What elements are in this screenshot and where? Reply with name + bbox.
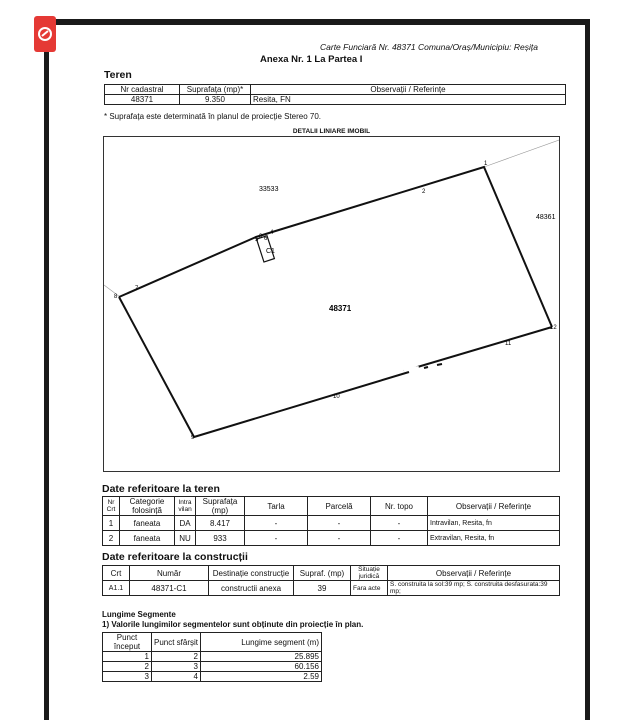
land-book-reference: Carte Funciară Nr. 48371 Comuna/Oraș/Municipiu: Reșița bbox=[320, 42, 538, 52]
col-suprafata: Suprafața (mp) bbox=[196, 497, 245, 516]
cell-suprafata: 9.350 bbox=[180, 95, 251, 105]
cell: NU bbox=[175, 531, 196, 546]
cell: - bbox=[245, 531, 308, 546]
col-suprafata: Suprafața (mp)* bbox=[180, 85, 251, 95]
table-row bbox=[103, 516, 560, 531]
plan-drawing bbox=[104, 137, 559, 471]
building-c1-label: C1 bbox=[266, 248, 275, 255]
cell: 1 bbox=[103, 516, 120, 531]
parcel-boundary-north-east bbox=[119, 167, 552, 327]
parcel-boundary-gap bbox=[404, 369, 419, 371]
col-suprafata: Supraf. (mp) bbox=[294, 566, 351, 581]
col-observatii: Observații / Referințe bbox=[388, 566, 560, 581]
cell: faneata bbox=[120, 531, 175, 546]
parcel-label: 48371 bbox=[329, 304, 352, 313]
cell: - bbox=[308, 531, 371, 546]
cell-nr-cadastral: 48371 bbox=[105, 95, 180, 105]
cell: constructii anexa bbox=[209, 581, 294, 596]
cell: 2 bbox=[103, 531, 120, 546]
cell: 25.895 bbox=[201, 652, 322, 662]
cell: - bbox=[245, 516, 308, 531]
point-label-6: 6 bbox=[264, 236, 268, 242]
parcel-boundary-south-west bbox=[119, 297, 409, 437]
table-row bbox=[103, 652, 322, 662]
neighbor-line-west bbox=[104, 285, 120, 297]
neighbor-east-label: 48361 bbox=[536, 214, 556, 221]
cell: 3 bbox=[152, 662, 201, 672]
section-segmente-title: Lungime Segmente bbox=[102, 610, 176, 619]
point-label-11: 11 bbox=[505, 341, 512, 347]
annex-title: Anexa Nr. 1 La Partea I bbox=[260, 54, 363, 65]
point-label-3: 3 bbox=[259, 234, 263, 240]
point-label-4: 4 bbox=[270, 230, 274, 236]
cell: 1 bbox=[103, 652, 152, 662]
neighbor-north-label: 33533 bbox=[259, 186, 279, 193]
col-intravilan: Intra vilan bbox=[175, 497, 196, 516]
cell: 2.59 bbox=[201, 672, 322, 682]
point-label-1: 1 bbox=[484, 161, 488, 167]
cell: 933 bbox=[196, 531, 245, 546]
pdf-app-icon[interactable] bbox=[34, 16, 56, 52]
surface-footnote: * Suprafața este determinată în planul de proiecție Stereo 70. bbox=[104, 112, 322, 121]
table-row bbox=[103, 672, 322, 682]
col-destinatie: Destinație construcție bbox=[209, 566, 294, 581]
cell: 39 bbox=[294, 581, 351, 596]
table-header-row bbox=[105, 85, 566, 95]
cell-observatii: Resita, FN bbox=[251, 95, 566, 105]
col-nr-crt: Nr Crt bbox=[103, 497, 120, 516]
segmente-table bbox=[102, 632, 322, 682]
table-header-row bbox=[103, 497, 560, 516]
cell: 8.417 bbox=[196, 516, 245, 531]
cell: - bbox=[371, 516, 428, 531]
segmente-subtitle: 1) Valorile lungimilor segmentelor sunt obținute din proiecție în plan. bbox=[102, 620, 364, 629]
col-situatie-juridica: Situație juridică bbox=[351, 566, 388, 581]
table-row bbox=[103, 531, 560, 546]
cell: - bbox=[371, 531, 428, 546]
point-label-5: 5 bbox=[255, 237, 259, 243]
cell: Intravilan, Resita, fn bbox=[428, 516, 560, 531]
page-frame-right bbox=[585, 19, 590, 720]
col-parcela: Parcelă bbox=[308, 497, 371, 516]
cell: Extravilan, Resita, fn bbox=[428, 531, 560, 546]
col-lungime: Lungime segment (m) bbox=[201, 633, 322, 652]
table-header-row bbox=[103, 566, 560, 581]
date-constructii-table bbox=[102, 565, 560, 596]
col-numar: Număr bbox=[130, 566, 209, 581]
cell: Fara acte bbox=[351, 581, 388, 596]
cadastral-plan bbox=[103, 128, 560, 472]
cell: 2 bbox=[103, 662, 152, 672]
teren-table bbox=[104, 84, 566, 105]
date-teren-table bbox=[102, 496, 560, 546]
col-categorie: Categorie folosință bbox=[120, 497, 175, 516]
section-date-constructii-title: Date referitoare la construcții bbox=[102, 551, 248, 563]
col-nr-cadastral: Nr cadastral bbox=[105, 85, 180, 95]
table-row bbox=[103, 581, 560, 596]
col-punct-sfarsit: Punct sfârșit bbox=[152, 633, 201, 652]
parcel-boundary-se-upper bbox=[404, 327, 552, 371]
page-frame-top bbox=[44, 19, 590, 25]
cell: - bbox=[308, 516, 371, 531]
point-label-10: 10 bbox=[333, 394, 340, 400]
col-observatii: Observații / Referințe bbox=[251, 85, 566, 95]
pdf-logo-icon bbox=[37, 26, 53, 42]
plan-title: DETALII LINIARE IMOBIL bbox=[292, 128, 371, 135]
cell: 3 bbox=[103, 672, 152, 682]
cell: S. construita la sol:39 mp; S. construita desfasurata:39 mp; bbox=[388, 581, 560, 596]
col-tarla: Tarla bbox=[245, 497, 308, 516]
section-date-teren-title: Date referitoare la teren bbox=[102, 483, 220, 495]
page-frame-left bbox=[44, 19, 49, 720]
cell: 48371-C1 bbox=[130, 581, 209, 596]
point-label-2: 2 bbox=[422, 189, 426, 195]
neighbor-line-ne bbox=[484, 140, 559, 167]
table-row bbox=[105, 95, 566, 105]
table-header-row bbox=[103, 633, 322, 652]
cell: 4 bbox=[152, 672, 201, 682]
cell: A1.1 bbox=[103, 581, 130, 596]
cell: 60.156 bbox=[201, 662, 322, 672]
cell: DA bbox=[175, 516, 196, 531]
point-label-9: 9 bbox=[191, 435, 195, 441]
col-punct-inceput: Punct început bbox=[103, 633, 152, 652]
col-nr-topo: Nr. topo bbox=[371, 497, 428, 516]
col-crt: Crt bbox=[103, 566, 130, 581]
point-label-8: 8 bbox=[114, 294, 118, 300]
point-label-7: 7 bbox=[135, 286, 139, 292]
col-observatii: Observații / Referințe bbox=[428, 497, 560, 516]
cell: 2 bbox=[152, 652, 201, 662]
cell: faneata bbox=[120, 516, 175, 531]
table-row bbox=[103, 662, 322, 672]
section-teren-title: Teren bbox=[104, 69, 132, 81]
point-label-12: 12 bbox=[550, 325, 557, 331]
